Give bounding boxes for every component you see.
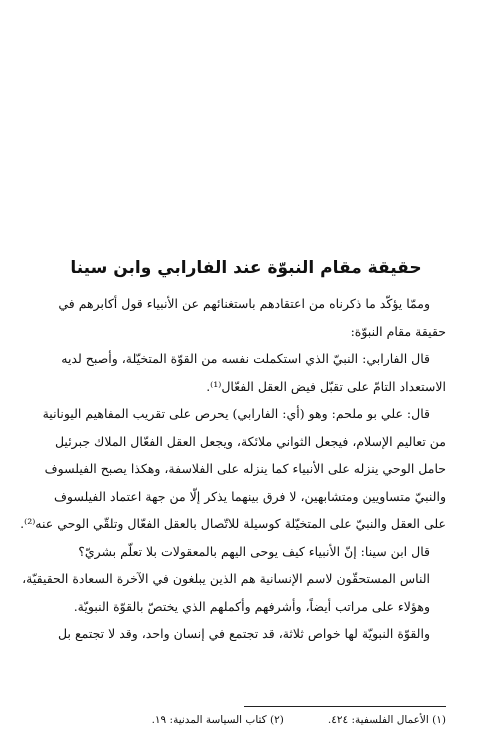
text-line: الناس المستحقّون لاسم الإنسانية هم الذين يبلغون في الآخرة السعادة الحقيقيّة،: [22, 571, 430, 586]
body-text: [20, 290, 446, 648]
text-line: قال الفارابي: النبيّ الذي استكملت نفسه من القوّة المتخيّلة، وأصبح لديه: [61, 351, 430, 366]
text-line: حامل الوحي ينزله على الأنبياء كما ينزله على الفلاسفة، وهكذا يصبح الفيلسوف: [44, 461, 446, 476]
section-heading: حقيقة مقام النبوّة عند الفارابي وابن سينا: [70, 258, 422, 278]
text-line: على العقل والنبيّ على المتخيّلة كوسيلة للاتّصال بالعقل الفعّال وتلقّي الوحي عنه⁽²⁾.: [20, 516, 446, 531]
footnote-separator: [244, 706, 446, 707]
text-line: الاستعداد التامّ على تقبّل فيض العقل الفعّال⁽¹⁾.: [206, 378, 446, 394]
footnote-2: (٢) كتاب السياسة المدنية: ١٩.: [151, 714, 284, 726]
text-line: وهؤلاء على مراتب أيضاً، وأشرفهم وأكملهم الذي يختصّ بالقوّة النبويّة.: [73, 598, 430, 614]
text-line: والقوّة النبويّة لها خواص ثلاثة، قد تجتمع في إنسان واحد، وقد لا تجتمع بل: [58, 626, 430, 641]
text-line: والنبيّ متساويين ومتشابهين، لا فرق بينهما يذكر إلّا من جهة اعتماد الفيلسوف: [53, 488, 446, 504]
text-line: من تعاليم الإسلام، فيجعل الثواني ملائكة، ويجعل العقل الفعّال الملاك جبرئيل: [54, 433, 446, 449]
footnote-1: (١) الأعمال الفلسفية: ٤٢٤.: [327, 714, 446, 726]
text-line: حقيقة مقام النبوّة:: [350, 323, 446, 339]
text-line: وممّا يؤكّد ما ذكرناه من اعتقادهم باستغنائهم عن الأنبياء قول أكابرهم في: [58, 296, 430, 311]
text-line: قال ابن سينا: إنّ الأنبياء كيف يوحى اليهم بالمعقولات بلا تعلّم بشريّ؟: [78, 543, 430, 559]
text-line: قال: علي بو ملحم: وهو (أي: الفارابي) يحرص على تقريب المفاهيم اليونانية: [42, 406, 430, 421]
footnotes: [56, 712, 446, 728]
